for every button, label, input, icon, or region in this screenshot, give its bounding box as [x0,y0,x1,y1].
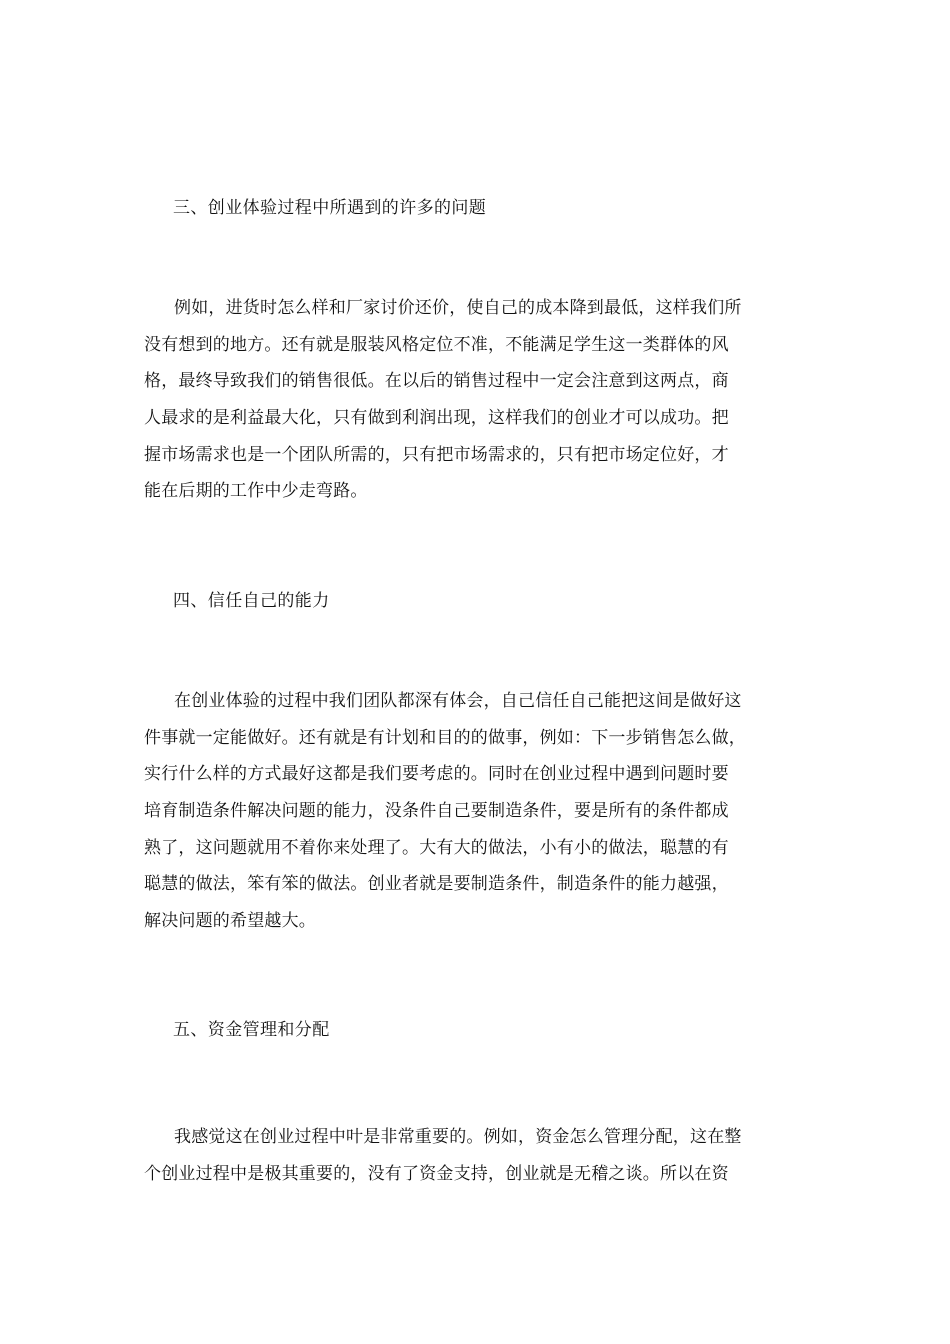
paragraph-problems [144,290,804,510]
paragraph-funds-management [144,1119,804,1192]
paragraph-line: 格，最终导致我们的销售很低。在以后的销售过程中一定会注意到这两点，商 [144,371,729,392]
section-heading-trust-ability: 四、信任自己的能力 [173,591,330,611]
paragraph-line: 握市场需求也是一个团队所需的，只有把市场需求的，只有把市场定位好，才 [144,444,729,465]
paragraph-line: 没有想到的地方。还有就是服装风格定位不准，不能满足学生这一类群体的风 [144,334,729,355]
paragraph-line: 我感觉这在创业过程中叶是非常重要的。例如，资金怎么管理分配，这在整 [174,1127,742,1147]
paragraph-line: 实行什么样的方式最好这都是我们要考虑的。同时在创业过程中遇到问题时要 [144,764,729,785]
paragraph-line: 解决问题的希望越大。 [144,911,316,932]
paragraph-line: 件事就一定能做好。还有就是有计划和目的的做事，例如：下一步销售怎么做， [144,727,746,748]
paragraph-line: 人最求的是利益最大化，只有做到利润出现，这样我们的创业才可以成功。把 [144,408,729,429]
paragraph-line: 培育制造条件解决问题的能力，没条件自己要制造条件，要是所有的条件都成 [144,801,729,822]
paragraph-line: 在创业体验的过程中我们团队都深有体会，自己信任自己能把这间是做好这 [174,691,742,711]
section-heading-problems: 三、创业体验过程中所遇到的许多的问题 [173,198,487,218]
paragraph-line: 个创业过程中是极其重要的，没有了资金支持，创业就是无稽之谈。所以在资 [144,1163,729,1184]
section-heading-funds-management: 五、资金管理和分配 [173,1020,330,1040]
paragraph-line: 能在后期的工作中少走弯路。 [144,481,368,502]
paragraph-trust-ability [144,683,804,940]
paragraph-line: 熟了，这问题就用不着你来处理了。大有大的做法，小有小的做法，聪慧的有 [144,837,729,858]
paragraph-line: 例如，进货时怎么样和厂家讨价还价，使自己的成本降到最低，这样我们所 [174,298,742,318]
paragraph-line: 聪慧的做法，笨有笨的做法。创业者就是要制造条件，制造条件的能力越强， [144,874,729,895]
